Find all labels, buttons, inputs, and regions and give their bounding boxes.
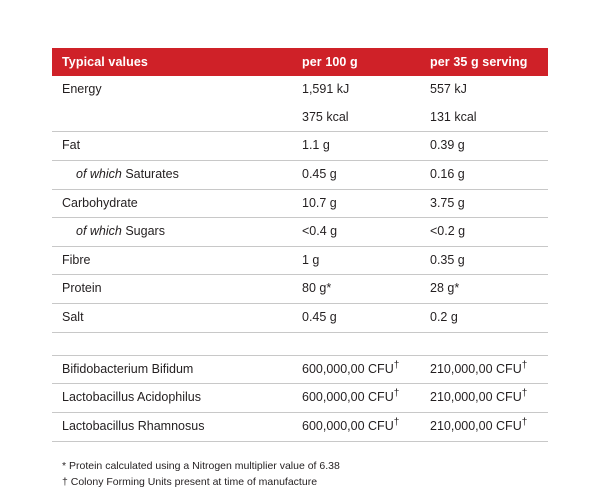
table-row (52, 132, 548, 161)
culture-per-serving: 210,000,00 CFU† (422, 355, 548, 384)
table-row (52, 76, 548, 104)
row-label-rest: Saturates (125, 167, 179, 181)
row-per-serving: 557 kJ (422, 76, 548, 104)
row-per-100g: 10.7 g (294, 189, 422, 218)
spacer-cell (422, 332, 548, 355)
header-typical-values: Typical values (52, 48, 294, 76)
culture-label: Bifidobacterium Bifidum (52, 355, 294, 384)
table-row (52, 218, 548, 247)
header-per-100g: per 100 g (294, 48, 422, 76)
row-label: Fat (52, 132, 294, 161)
row-per-100g: 1 g (294, 246, 422, 275)
row-label: Protein (52, 275, 294, 304)
dagger-marker: † (522, 359, 528, 370)
row-per-100g: 0.45 g (294, 160, 422, 189)
table-body (52, 76, 548, 441)
footnote-cfu: † Colony Forming Units present at time of manufacture (62, 474, 548, 490)
row-label: Fibre (52, 246, 294, 275)
row-label (52, 218, 294, 247)
row-per-serving: 0.16 g (422, 160, 548, 189)
table-row (52, 275, 548, 304)
culture-label: Lactobacillus Rhamnosus (52, 412, 294, 441)
table-row (52, 355, 548, 384)
row-label (52, 160, 294, 189)
culture-per-serving: 210,000,00 CFU† (422, 384, 548, 413)
dagger-marker: † (522, 417, 528, 428)
row-label-italic: of which (76, 224, 122, 238)
row-per-100g: 1,591 kJ (294, 76, 422, 104)
row-label: Salt (52, 304, 294, 333)
row-per-serving: 131 kcal (422, 104, 548, 132)
footnotes (52, 458, 548, 490)
row-per-serving: 0.35 g (422, 246, 548, 275)
culture-label: Lactobacillus Acidophilus (52, 384, 294, 413)
row-per-serving: <0.2 g (422, 218, 548, 247)
row-label-rest: Sugars (125, 224, 165, 238)
row-per-serving: 3.75 g (422, 189, 548, 218)
table-row (52, 246, 548, 275)
table-spacer-row (52, 332, 548, 355)
culture-per-serving: 210,000,00 CFU† (422, 412, 548, 441)
culture-per-100g: 600,000,00 CFU† (294, 355, 422, 384)
table-header (52, 48, 548, 76)
table-row (52, 304, 548, 333)
spacer-cell (294, 332, 422, 355)
row-label (52, 104, 294, 132)
table-row (52, 189, 548, 218)
row-per-100g: 1.1 g (294, 132, 422, 161)
spacer-cell (52, 332, 294, 355)
header-row (52, 48, 548, 76)
row-per-100g: 375 kcal (294, 104, 422, 132)
nutrition-table (52, 48, 548, 442)
row-per-serving: 0.39 g (422, 132, 548, 161)
row-per-100g: 0.45 g (294, 304, 422, 333)
table-row (52, 160, 548, 189)
culture-per-100g: 600,000,00 CFU† (294, 384, 422, 413)
culture-per-100g: 600,000,00 CFU† (294, 412, 422, 441)
row-label-italic: of which (76, 167, 122, 181)
dagger-marker: † (394, 359, 400, 370)
table-row (52, 384, 548, 413)
row-per-serving: 0.2 g (422, 304, 548, 333)
table-row (52, 104, 548, 132)
dagger-marker: † (522, 388, 528, 399)
row-per-100g: 80 g* (294, 275, 422, 304)
table-row (52, 412, 548, 441)
header-per-serving: per 35 g serving (422, 48, 548, 76)
row-per-100g: <0.4 g (294, 218, 422, 247)
dagger-marker: † (394, 417, 400, 428)
dagger-marker: † (394, 388, 400, 399)
footnote-protein: * Protein calculated using a Nitrogen multiplier value of 6.38 (62, 458, 548, 474)
row-label: Energy (52, 76, 294, 104)
row-per-serving: 28 g* (422, 275, 548, 304)
row-label: Carbohydrate (52, 189, 294, 218)
